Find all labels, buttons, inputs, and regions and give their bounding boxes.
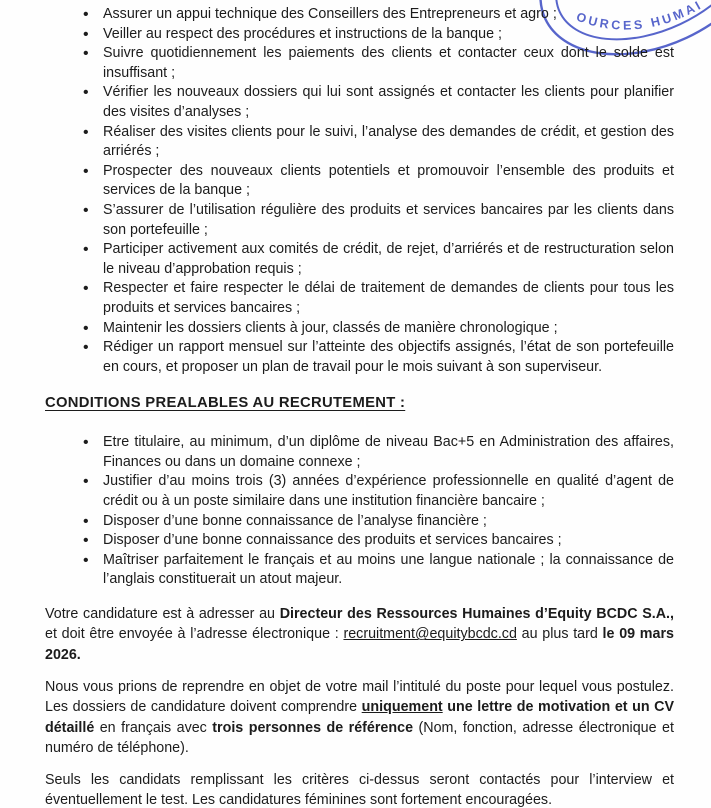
responsibilities-list bbox=[45, 5, 674, 377]
list-item: • Disposer d’une bonne connaissance des produits et services bancaires ; bbox=[45, 531, 674, 551]
list-item: • Veiller au respect des procédures et instructions de la banque ; bbox=[45, 25, 674, 45]
list-item: • Maîtriser parfaitement le français et au moins une langue nationale ; la connaissance de l’anglais constituerait un atout majeur. bbox=[45, 551, 674, 590]
list-item: • Assurer un appui technique des Conseillers des Entrepreneurs et agro ; bbox=[45, 5, 674, 25]
language-text: en français avec bbox=[94, 719, 213, 736]
list-item: • Vérifier les nouveaux dossiers qui lui sont assignés et contacter les clients pour planifier des visites d’analyses ; bbox=[45, 83, 674, 122]
application-address-paragraph bbox=[45, 604, 674, 665]
list-item: • Réaliser des visites clients pour le suivi, l’analyse des demandes de crédit, et gestion des arriérés ; bbox=[45, 123, 674, 162]
conditions-heading: CONDITIONS PREALABLES AU RECRUTEMENT : bbox=[45, 395, 406, 412]
list-item: • Justifier d’au moins trois (3) années d’expérience professionnelle en qualité d’agent de crédit ou à un poste similaire dans une institution financière bancaire ; bbox=[45, 472, 674, 511]
conditions-list bbox=[45, 433, 674, 590]
list-item: • Participer activement aux comités de crédit, de rejet, d’arriérés et de restructuration selon le niveau d’approbation requis ; bbox=[45, 240, 674, 279]
references-details-text: (Nom, fonction, adresse électronique et numéro de téléphone). bbox=[45, 719, 674, 756]
recipient-title-text: Directeur des Ressources Humaines d’Equity BCDC S.A., bbox=[279, 606, 674, 623]
address-intro-text: Votre candidature est à adresser au bbox=[45, 606, 280, 623]
application-instructions-paragraph bbox=[45, 677, 674, 758]
stamp-text: OURCES HUMAI bbox=[574, 0, 706, 33]
list-item: • Prospecter des nouveaux clients potentiels et promouvoir l’ensemble des produits et services de la banque ; bbox=[45, 162, 674, 201]
list-item: • Maintenir les dossiers clients à jour, classés de manière chronologique ; bbox=[45, 319, 674, 339]
references-emphasis-text: trois personnes de référence bbox=[212, 719, 414, 736]
deadline-date-text: le 09 mars 2026. bbox=[45, 626, 674, 663]
email-address: recruitment@equitybcdc.cd bbox=[343, 626, 517, 643]
list-item: • Etre titulaire, au minimum, d’un diplôme de niveau Bac+5 en Administration des affaires, Finances ou dans un domaine connexe ; bbox=[45, 433, 674, 472]
list-item: • Rédiger un rapport mensuel sur l’atteinte des objectifs assignés, l’état de son portefeuille en cours, et proposer un plan de travail pour le mois suivant à son superviseur. bbox=[45, 338, 674, 377]
deadline-intro-text: au plus tard bbox=[516, 626, 603, 643]
selection-notice-paragraph: Seuls les candidats remplissant les critères ci-dessus seront contactés pour l’interview et éventuellement le test. Les candidatures féminines sont fortement encouragées. bbox=[45, 772, 674, 808]
uniquement-emphasis-text: uniquement bbox=[361, 699, 443, 716]
address-mid-text: et doit être envoyée à l’adresse électronique : bbox=[45, 626, 344, 643]
required-documents-text: une lettre de motivation et un CV détaillé bbox=[45, 699, 674, 736]
list-item: • Suivre quotidiennement les paiements des clients et contacter ceux dont le solde est insuffisant ; bbox=[45, 44, 674, 83]
list-item: • Respecter et faire respecter le délai de traitement de demandes de clients pour tous les produits et services bancaires ; bbox=[45, 279, 674, 318]
instructions-intro-text: Nous vous prions de reprendre en objet de votre mail l’intitulé du poste pour lequel vous postulez. Les dossiers de candidature doivent comprendre bbox=[45, 678, 674, 716]
list-item: • Disposer d’une bonne connaissance de l’analyse financière ; bbox=[45, 512, 674, 532]
list-item: • S’assurer de l’utilisation régulière des produits et services bancaires par les clients dans son portefeuille ; bbox=[45, 201, 674, 240]
